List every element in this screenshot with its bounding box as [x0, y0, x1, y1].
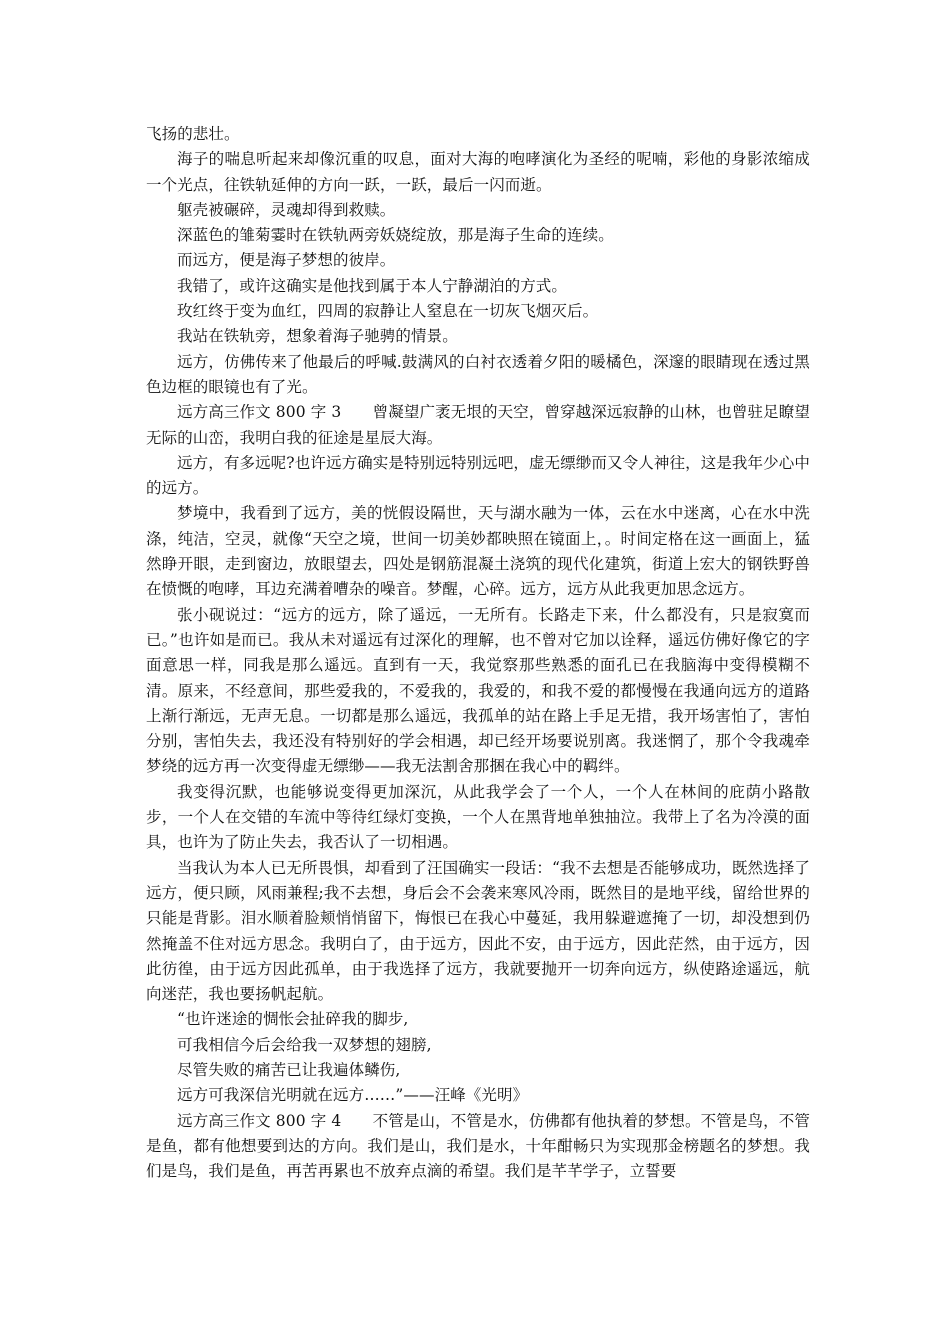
poem-line: “也许迷途的惆怅会扯碎我的脚步,: [177, 1010, 409, 1029]
paragraph: 我错了，或许这确实是他找到属于本人宁静湖泊的方式。: [177, 276, 568, 295]
paragraph: 而远方，便是海子梦想的彼岸。: [177, 251, 396, 270]
paragraph: 梦境中，我看到了远方，美的恍假设隔世，天与湖水融为一体，云在水中迷离，心在水中洗涤，纯洁，空灵，就像“天空之境，世间一切美妙都映照在镜面上，。时间定格在这一画面上，猛然睁开眼，走到窗边，放眼望去，四处是钢筋混凝土浇筑的现代化建筑，街道上宏大的钢铁野兽在愤慨的咆哮，耳边充满着嘈杂的噪音。梦醒，心碎。远方，远方从此我更加思念远方。: [146, 504, 810, 599]
section-heading-paragraph: 远方高三作文 800 字 4 不管是山，不管是水，仿佛都有他执着的梦想。不管是鸟，不管是鱼，都有他想要到达的方向。我们是山，我们是水，十年酣畅只为实现那金榜题名的梦想。我们是鸟，我们是鱼，再苦再累也不放弃点滴的希望。我们是芊芊学子，立誓要: [146, 1111, 810, 1181]
paragraph: 深蓝色的雏菊霎时在铁轨两旁妖娆绽放，那是海子生命的连续。: [177, 226, 614, 245]
paragraph: 当我认为本人已无所畏惧，却看到了汪国确实一段话：“我不去想是否能够成功，既然选择了远方，便只顾，风雨兼程;我不去想，身后会不会袭来寒风冷雨，既然目的是地平线，留给世界的只能是背影。泪水顺着脸颊悄悄留下，悔恨已在我心中蔓延，我用躲避遮掩了一切，却没想到仍然掩盖不住对远方思念。我明白了，由于远方，因此不安，由于远方，因此茫然，由于远方，因此彷徨，由于远方因此孤单，由于我选择了远方，我就要抛开一切奔向远方，纵使路途遥远，航向迷茫，我也要扬帆起航。: [146, 858, 810, 1004]
paragraph: 我站在铁轨旁，想象着海子驰骋的情景。: [177, 327, 458, 346]
paragraph: 我变得沉默，也能够说变得更加深沉，从此我学会了一个人，一个人在林间的庇荫小路散步，一个人在交错的车流中等待红绿灯变换，一个人在黑背地单独抽泣。我带上了名为冷漠的面具，也许为了防止失去，我否认了一切相遇。: [146, 782, 810, 852]
paragraph: 远方，有多远呢?也许远方确实是特别远特别远吧，虚无缥缈而又令人神往，这是我年少心中的远方。: [146, 453, 810, 498]
paragraph: 海子的喘息听起来却像沉重的叹息，面对大海的咆哮演化为圣经的呢喃，彩他的身影浓缩成一个光点，往铁轨延伸的方向一跃，一跃，最后一闪而逝。: [146, 150, 810, 194]
paragraph: 张小砚说过：“远方的远方，除了遥远，一无所有。长路走下来，什么都没有，只是寂寞而已。”也许如是而已。我从未对遥远有过深化的理解，也不曾对它加以诠释，遥远仿佛好像它的字面意思一样，同我是那么遥远。直到有一天，我觉察那些熟悉的面孔已在我脑海中变得模糊不清。原来，不经意间，那些爱我的，不爱我的，我爱的，和我不爱的都慢慢在我通向远方的道路上渐行渐远，无声无息。一切都是那么遥远，我孤单的站在路上手足无措，我开场害怕了，害怕分别，害怕失去，我还没有特别好的学会相遇，却已经开场要说别离。我迷惘了，那个令我魂牵梦绕的远方再一次变得虚无缥缈——我无法割舍那捆在我心中的羁绊。: [146, 605, 810, 776]
paragraph: 远方，仿佛传来了他最后的呼喊.鼓满风的白衬衣透着夕阳的暖橘色，深邃的眼睛现在透过黑色边框的眼镜也有了光。: [146, 352, 810, 396]
paragraph: 躯壳被碾碎，灵魂却得到救赎。: [177, 200, 396, 219]
paragraph: 玫红终于变为血红，四周的寂静让人窒息在一切灰飞烟灭后。: [177, 302, 599, 321]
section-heading-paragraph: 远方高三作文 800 字 3 曾凝望广袤无垠的天空，曾穿越深远寂静的山林，也曾驻足瞭望无际的山峦，我明白我的征途是星辰大海。: [146, 403, 810, 447]
essay-body: [146, 122, 810, 1184]
paragraph: 飞扬的悲壮。: [146, 125, 240, 143]
poem-line: 远方可我深信光明就在远方……”——汪峰《光明》: [177, 1086, 529, 1105]
poem-line: 可我相信今后会给我一双梦想的翅膀,: [177, 1035, 432, 1054]
poem-line: 尽管失败的痛苦已让我遍体鳞伤,: [177, 1060, 401, 1079]
